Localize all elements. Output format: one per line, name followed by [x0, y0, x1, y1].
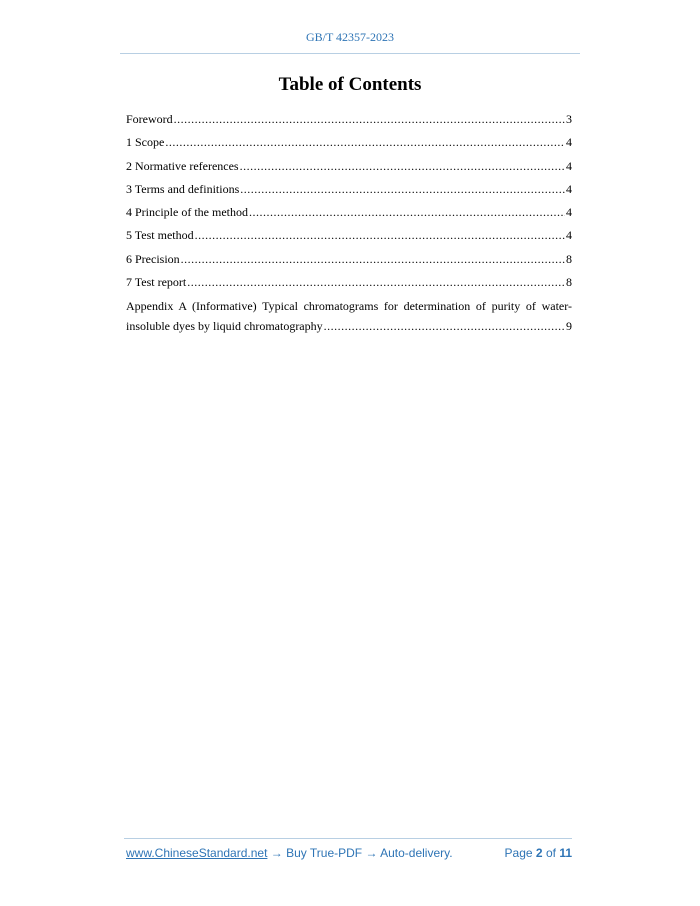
toc-entry-label: 4 Principle of the method [126, 205, 248, 220]
footer-divider [124, 838, 572, 839]
footer-promo [126, 846, 453, 860]
toc-entry-normative-references[interactable] [126, 155, 572, 178]
page-word: Page [504, 846, 533, 860]
toc-entry-principle-of-method[interactable] [126, 201, 572, 224]
page-footer [126, 846, 572, 860]
current-page: 2 [535, 846, 543, 860]
toc-entry-label: 6 Precision [126, 251, 180, 266]
toc-entry-page: 4 [566, 181, 572, 196]
toc-entry-label: 7 Test report [126, 275, 187, 290]
toc-entry-label: 3 Terms and definitions [126, 181, 240, 196]
toc-entry-test-report[interactable] [126, 271, 572, 294]
toc-dot-leader [240, 178, 565, 201]
toc-dot-leader [181, 248, 565, 271]
toc-entry-page: 4 [566, 158, 572, 173]
total-pages: 11 [559, 846, 572, 860]
toc-entry-test-method[interactable] [126, 224, 572, 247]
footer-tagline: → Buy True-PDF → Auto-delivery. [267, 846, 453, 860]
page-number [505, 846, 572, 860]
toc-entry-label-continued: insoluble dyes by liquid chromatography [126, 319, 323, 334]
toc-entry-page: 3 [566, 112, 572, 126]
toc-dot-leader [174, 108, 565, 131]
toc-entry-appendix-a[interactable] [126, 296, 572, 336]
toc-entry-page: 4 [566, 135, 572, 150]
toc-title: Table of Contents [278, 74, 422, 95]
toc-entry-page: 8 [566, 251, 572, 266]
toc-dot-leader [165, 131, 565, 154]
toc-entry-continuation [126, 316, 572, 336]
page-of-word: of [545, 846, 556, 860]
toc-entry-terms-and-definitions[interactable] [126, 178, 572, 201]
toc-entry-label: 2 Normative references [126, 158, 239, 173]
toc-entry-scope[interactable] [126, 131, 572, 154]
toc-entry-page: 4 [566, 228, 572, 243]
toc-entry-precision[interactable] [126, 248, 572, 271]
table-of-contents [126, 108, 572, 336]
toc-entry-label: Appendix A (Informative) Typical chromatograms for determination of purity of water- [126, 299, 572, 314]
toc-dot-leader [195, 224, 565, 247]
toc-dot-leader [187, 271, 565, 294]
toc-entry-page: 4 [566, 205, 572, 220]
document-code-header: GB/T 42357-2023 [305, 30, 395, 44]
toc-entry-foreword[interactable] [126, 108, 572, 131]
toc-entry-label: 1 Scope [126, 135, 165, 150]
toc-dot-leader [240, 155, 565, 178]
toc-dot-leader [249, 201, 565, 224]
header-divider [120, 53, 580, 54]
toc-entry-page: 9 [566, 319, 572, 334]
toc-entry-page: 8 [566, 275, 572, 290]
toc-entry-label: 5 Test method [126, 228, 194, 243]
toc-entry-label: Foreword [126, 112, 173, 126]
website-link[interactable]: www.ChineseStandard.net [126, 846, 268, 860]
toc-dot-leader [324, 316, 565, 336]
